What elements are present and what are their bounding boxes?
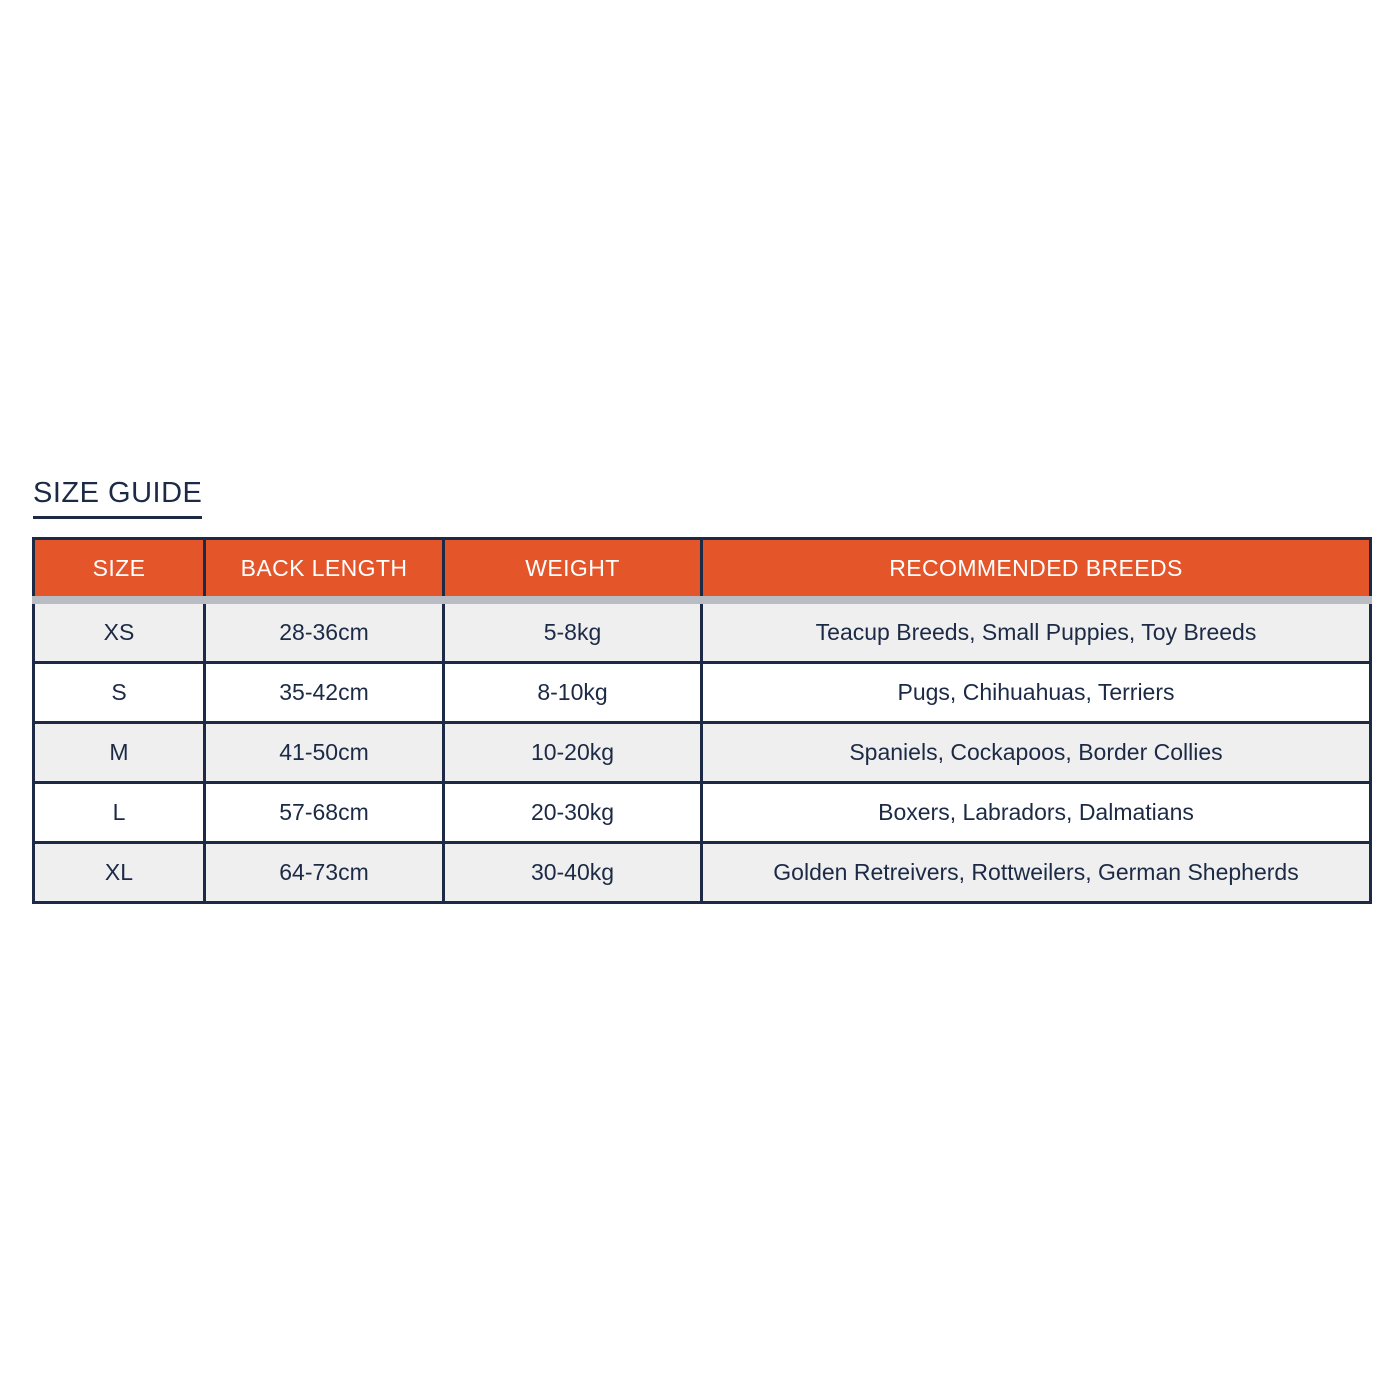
size-cell: XS <box>34 600 205 663</box>
breeds-cell: Teacup Breeds, Small Puppies, Toy Breeds <box>702 600 1371 663</box>
breeds-cell: Golden Retreivers, Rottweilers, German Shepherds <box>702 843 1371 903</box>
size-cell: S <box>34 663 205 723</box>
table-header <box>34 539 1371 601</box>
table-row <box>34 783 1371 843</box>
table-row <box>34 663 1371 723</box>
back-length-cell: 64-73cm <box>205 843 444 903</box>
breeds-cell: Pugs, Chihuahuas, Terriers <box>702 663 1371 723</box>
back-length-cell: 57-68cm <box>205 783 444 843</box>
table-header-row <box>34 539 1371 601</box>
table-row <box>34 843 1371 903</box>
table-body <box>34 600 1371 903</box>
weight-cell: 8-10kg <box>444 663 702 723</box>
size-cell: XL <box>34 843 205 903</box>
back-length-cell: 28-36cm <box>205 600 444 663</box>
breeds-cell: Boxers, Labradors, Dalmatians <box>702 783 1371 843</box>
back-length-cell: 41-50cm <box>205 723 444 783</box>
column-header-back-length: BACK LENGTH <box>205 539 444 601</box>
size-cell: M <box>34 723 205 783</box>
table-row <box>34 600 1371 663</box>
weight-cell: 20-30kg <box>444 783 702 843</box>
weight-cell: 30-40kg <box>444 843 702 903</box>
size-guide-heading-wrap <box>33 474 202 519</box>
weight-cell: 10-20kg <box>444 723 702 783</box>
size-guide-table <box>32 537 1372 904</box>
column-header-recommended-breeds: RECOMMENDED BREEDS <box>702 539 1371 601</box>
column-header-size: SIZE <box>34 539 205 601</box>
column-header-weight: WEIGHT <box>444 539 702 601</box>
page-title: SIZE GUIDE <box>33 474 202 519</box>
weight-cell: 5-8kg <box>444 600 702 663</box>
breeds-cell: Spaniels, Cockapoos, Border Collies <box>702 723 1371 783</box>
size-cell: L <box>34 783 205 843</box>
back-length-cell: 35-42cm <box>205 663 444 723</box>
table-row <box>34 723 1371 783</box>
